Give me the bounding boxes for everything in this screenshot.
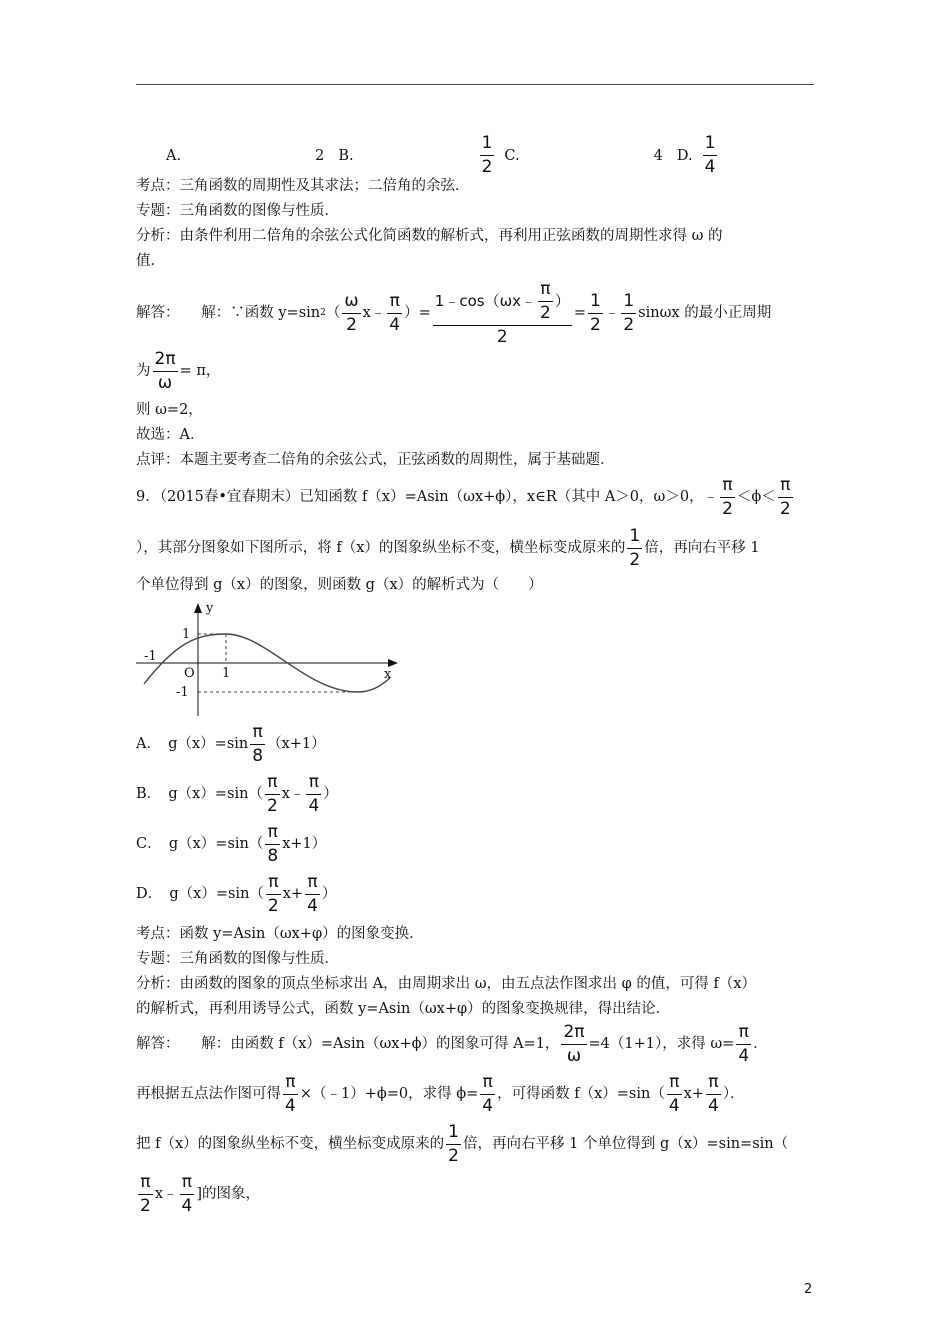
q9-stem-3: 个单位得到 g（x）的图象，则函数 g（x）的解析式为（ ）: [136, 577, 543, 593]
q9-kaodian: 考点：函数 y=Asin（ωx+φ）的图象变换．: [136, 926, 424, 942]
q8-jieda-formula: 解答： 解：∵函数 y=sin 2 （ $\frac{\omega}{2}$ x﹣ $\frac{\pi}{4}$ ）= 1﹣cos（ωx﹣ $\frac{\pi}{2}$ ） 2 = $\frac{1}{2}$ ﹣ $\frac{1}{2}$ sinωx 的最小正周期: [136, 278, 772, 347]
y-axis-arrow-icon: [194, 603, 202, 613]
q9-jieda-4: $\frac{\pi}{2}$ x﹣ $\frac{\pi}{4}$ ]的图象，: [140, 1171, 261, 1216]
sine-graph: [136, 598, 406, 718]
option-c-label: C.: [504, 147, 520, 164]
x-one-label: 1: [222, 666, 231, 681]
q9-stem-1: 9．（2015春•宜春期末）已知函数 f（x）=Asin（ωx+ϕ），x∈R（其中 A＞0，ω＞0，﹣ $\frac{\pi}{2}$ ＜ϕ＜ $\frac{\pi}{2}$: [136, 474, 791, 519]
q8-dianping: 点评：本题主要考查二倍角的余弦公式，正弦函数的周期性，属于基础题．: [136, 452, 615, 468]
q8-period-line: 为 $\frac{2\pi}{\omega}$ = π，: [136, 348, 221, 393]
q9-jieda-2: 再根据五点法作图可得 $\frac{\pi}{4}$ ×（﹣1）+ϕ=0，求得 ϕ= $\frac{\pi}{4}$ ，可得函数 f（x）=sin（ $\frac{\pi}{4}$ x+ $\frac{\pi}{4}$ ）．: [136, 1071, 745, 1116]
q9-option-c: C． g（x）=sin（ $\frac{\pi}{8}$ x+1）: [136, 821, 327, 866]
q8-zhuanti: 专题：三角函数的图像与性质．: [136, 203, 339, 219]
q9-stem-2: ），其部分图象如下图所示，将 f（x）的图象纵坐标不变，横坐标变成原来的 $\frac{1}{2}$ 倍，再向右平移 1: [136, 525, 760, 570]
q8-fenxi-2: 值．: [136, 253, 165, 269]
option-a-value: 2: [315, 147, 325, 164]
q8-options-row: [136, 134, 826, 177]
q9-option-d: D． g（x）=sin（ $\frac{\pi}{2}$ x+ $\frac{\pi}{4}$ ）: [136, 871, 337, 916]
q9-zhuanti: 专题：三角函数的图像与性质．: [136, 951, 339, 967]
y-label: y: [206, 601, 214, 616]
q9-option-a: A． g（x）=sin $\frac{\pi}{8}$ （x+1）: [136, 721, 326, 766]
q9-option-b: B． g（x）=sin（ $\frac{\pi}{2}$ x﹣ $\frac{\pi}{4}$ ）: [136, 771, 338, 816]
option-d-label: D.: [676, 147, 693, 164]
option-b-fraction: $\frac{1}{2}$: [481, 133, 493, 177]
q8-fenxi-1: 分析：由条件利用二倍角的余弦公式化简函数的解析式，再利用正弦函数的周期性求得 ω 的: [136, 228, 723, 244]
header-rule: [136, 84, 814, 85]
x-neg-label: -1: [144, 649, 157, 664]
option-d-fraction: $\frac{1}{4}$: [704, 133, 716, 177]
q8-guxuan: 故选：A．: [136, 427, 205, 443]
y-min-label: -1: [176, 685, 189, 700]
option-b-label: B.: [338, 147, 354, 164]
y-max-label: 1: [182, 627, 191, 642]
q9-fenxi-1: 分析：由函数的图象的顶点坐标求出 A，由周期求出 ω，由五点法作图求出 φ 的值，可得 f（x）: [136, 976, 757, 992]
option-c-value: 4: [653, 147, 663, 164]
q9-jieda-3: 把 f（x）的图象纵坐标不变，横坐标变成原来的 $\frac{1}{2}$ 倍，再向右平移 1 个单位得到 g（x）=sin=sin（: [136, 1121, 789, 1166]
x-axis-arrow-icon: [388, 659, 398, 667]
q9-jieda-1: 解答： 解：由函数 f（x）=Asin（ωx+ϕ）的图象可得 A=1， $\frac{2\pi}{\omega}$ =4（1+1），求得 ω= $\frac{\pi}{4}$ ．: [136, 1021, 768, 1066]
origin-label: O: [184, 666, 195, 681]
q8-kaodian: 考点：三角函数的周期性及其求法；二倍角的余弦．: [136, 178, 470, 194]
q8-ze: 则 ω=2，: [136, 402, 203, 418]
big-fraction: 1﹣cos（ωx﹣ $\frac{\pi}{2}$ ） 2: [434, 278, 570, 347]
q9-fenxi-2: 的解析式，再利用诱导公式，函数 y=Asin（ωx+φ）的图象变换规律，得出结论．: [136, 1001, 671, 1017]
x-label: x: [384, 667, 392, 682]
option-a-label: A.: [166, 147, 182, 164]
page-number: 2: [804, 1282, 813, 1297]
